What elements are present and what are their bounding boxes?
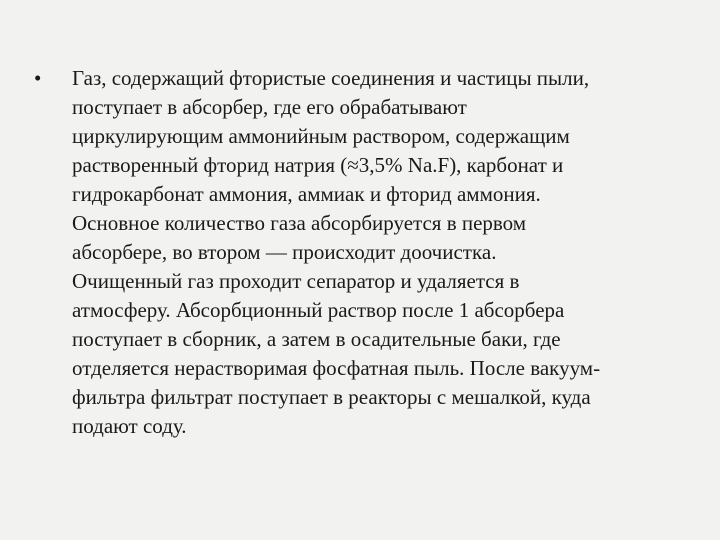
paragraph-line: поступает в сборник, а затем в осадительные баки, где bbox=[72, 327, 561, 351]
bullet-paragraph bbox=[72, 64, 686, 441]
paragraph-line: атмосферу. Абсорбционный раствор после 1 абсорбера bbox=[72, 298, 565, 322]
paragraph-line: гидрокарбонат аммония, аммиак и фторид аммония. bbox=[72, 182, 541, 206]
paragraph-line: подают соду. bbox=[72, 414, 187, 438]
paragraph-line: Основное количество газа абсорбируется в первом bbox=[72, 211, 527, 235]
paragraph-line: Газ, содержащий фтористые соединения и частицы пыли, bbox=[72, 66, 590, 90]
paragraph-line: поступает в абсорбер, где его обрабатывают bbox=[72, 95, 467, 119]
bullet-icon: • bbox=[34, 66, 42, 90]
paragraph-line: циркулирующим аммонийным раствором, содержащим bbox=[72, 124, 570, 148]
paragraph-line: растворенный фторид натрия (≈3,5% Na.F), карбонат и bbox=[72, 153, 564, 177]
paragraph-line: абсорбере, во втором — происходит доочистка. bbox=[72, 240, 497, 264]
paragraph-line: фильтра фильтрат поступает в реакторы с мешалкой, куда bbox=[72, 385, 591, 409]
bullet-item bbox=[34, 64, 686, 441]
paragraph-line: Очищенный газ проходит сепаратор и удаляется в bbox=[72, 269, 520, 293]
paragraph-line: отделяется нерастворимая фосфатная пыль. После вакуум- bbox=[72, 356, 601, 380]
